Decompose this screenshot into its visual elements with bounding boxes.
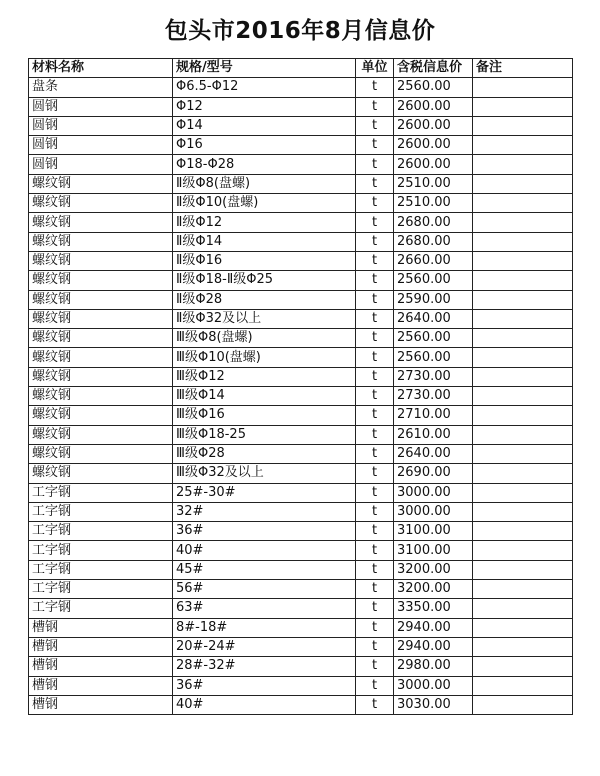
cell-material-name: 螺纹钢 <box>29 406 173 425</box>
cell-spec: Ⅱ级Φ16 <box>173 251 356 270</box>
cell-material-name: 工字钢 <box>29 522 173 541</box>
cell-price: 2980.00 <box>394 657 473 676</box>
cell-unit: t <box>356 676 394 695</box>
cell-material-name: 螺纹钢 <box>29 251 173 270</box>
cell-material-name: 螺纹钢 <box>29 329 173 348</box>
cell-price: 2690.00 <box>394 464 473 483</box>
table-row <box>29 522 573 541</box>
cell-material-name: 圆钢 <box>29 116 173 135</box>
cell-spec: Φ16 <box>173 136 356 155</box>
cell-note <box>473 560 573 579</box>
cell-spec: Ⅱ级Φ32及以上 <box>173 309 356 328</box>
cell-material-name: 螺纹钢 <box>29 271 173 290</box>
cell-price: 2940.00 <box>394 618 473 637</box>
cell-price: 2560.00 <box>394 271 473 290</box>
cell-spec: 36# <box>173 676 356 695</box>
cell-price: 2640.00 <box>394 444 473 463</box>
cell-note <box>473 695 573 714</box>
cell-material-name: 槽钢 <box>29 637 173 656</box>
cell-spec: Ⅲ级Φ16 <box>173 406 356 425</box>
cell-spec: 36# <box>173 522 356 541</box>
table-row <box>29 695 573 714</box>
table-row <box>29 657 573 676</box>
cell-spec: Φ14 <box>173 116 356 135</box>
cell-note <box>473 387 573 406</box>
table-row <box>29 425 573 444</box>
cell-price: 2640.00 <box>394 309 473 328</box>
cell-material-name: 螺纹钢 <box>29 213 173 232</box>
cell-unit: t <box>356 522 394 541</box>
cell-material-name: 圆钢 <box>29 136 173 155</box>
header-material-name: 材料名称 <box>29 59 173 78</box>
cell-spec: Ⅱ级Φ8(盘螺) <box>173 174 356 193</box>
cell-note <box>473 329 573 348</box>
cell-spec: Ⅲ级Φ18-25 <box>173 425 356 444</box>
cell-note <box>473 309 573 328</box>
price-table <box>28 58 573 715</box>
cell-unit: t <box>356 406 394 425</box>
cell-spec: Ⅲ级Φ32及以上 <box>173 464 356 483</box>
cell-price: 2510.00 <box>394 174 473 193</box>
cell-price: 2730.00 <box>394 367 473 386</box>
cell-unit: t <box>356 290 394 309</box>
cell-note <box>473 502 573 521</box>
cell-price: 2560.00 <box>394 78 473 97</box>
cell-material-name: 工字钢 <box>29 483 173 502</box>
cell-spec: Ⅲ级Φ10(盘螺) <box>173 348 356 367</box>
cell-price: 3030.00 <box>394 695 473 714</box>
cell-material-name: 工字钢 <box>29 502 173 521</box>
cell-spec: Φ6.5-Φ12 <box>173 78 356 97</box>
cell-material-name: 螺纹钢 <box>29 464 173 483</box>
cell-material-name: 螺纹钢 <box>29 367 173 386</box>
table-row <box>29 464 573 483</box>
table-row <box>29 136 573 155</box>
header-spec: 规格/型号 <box>173 59 356 78</box>
cell-price: 3200.00 <box>394 580 473 599</box>
table-row <box>29 232 573 251</box>
cell-material-name: 槽钢 <box>29 657 173 676</box>
cell-material-name: 螺纹钢 <box>29 174 173 193</box>
cell-unit: t <box>356 136 394 155</box>
table-row <box>29 271 573 290</box>
cell-unit: t <box>356 116 394 135</box>
cell-unit: t <box>356 78 394 97</box>
cell-unit: t <box>356 464 394 483</box>
cell-price: 2660.00 <box>394 251 473 270</box>
cell-unit: t <box>356 213 394 232</box>
cell-price: 3350.00 <box>394 599 473 618</box>
cell-material-name: 工字钢 <box>29 580 173 599</box>
cell-spec: 32# <box>173 502 356 521</box>
cell-unit: t <box>356 348 394 367</box>
cell-material-name: 螺纹钢 <box>29 425 173 444</box>
cell-unit: t <box>356 97 394 116</box>
cell-note <box>473 213 573 232</box>
cell-note <box>473 174 573 193</box>
cell-spec: Φ18-Φ28 <box>173 155 356 174</box>
cell-note <box>473 541 573 560</box>
cell-price: 2710.00 <box>394 406 473 425</box>
cell-material-name: 螺纹钢 <box>29 290 173 309</box>
table-row <box>29 348 573 367</box>
table-row <box>29 329 573 348</box>
table-row <box>29 618 573 637</box>
cell-unit: t <box>356 155 394 174</box>
cell-unit: t <box>356 618 394 637</box>
cell-material-name: 螺纹钢 <box>29 194 173 213</box>
table-row <box>29 174 573 193</box>
cell-spec: 63# <box>173 599 356 618</box>
header-price: 含税信息价 <box>394 59 473 78</box>
table-row <box>29 483 573 502</box>
cell-material-name: 工字钢 <box>29 541 173 560</box>
cell-spec: 45# <box>173 560 356 579</box>
cell-material-name: 槽钢 <box>29 695 173 714</box>
table-row <box>29 637 573 656</box>
cell-note <box>473 406 573 425</box>
cell-price: 3000.00 <box>394 676 473 695</box>
cell-price: 2600.00 <box>394 97 473 116</box>
table-row <box>29 387 573 406</box>
cell-unit: t <box>356 251 394 270</box>
cell-price: 2560.00 <box>394 329 473 348</box>
cell-unit: t <box>356 194 394 213</box>
cell-material-name: 圆钢 <box>29 155 173 174</box>
cell-price: 2600.00 <box>394 116 473 135</box>
cell-note <box>473 251 573 270</box>
cell-price: 2680.00 <box>394 232 473 251</box>
header-row <box>29 59 573 78</box>
cell-spec: Ⅲ级Φ8(盘螺) <box>173 329 356 348</box>
table-row <box>29 309 573 328</box>
cell-material-name: 螺纹钢 <box>29 232 173 251</box>
cell-spec: Ⅱ级Φ12 <box>173 213 356 232</box>
table-row <box>29 406 573 425</box>
cell-note <box>473 78 573 97</box>
cell-price: 2730.00 <box>394 387 473 406</box>
cell-material-name: 槽钢 <box>29 618 173 637</box>
cell-note <box>473 367 573 386</box>
cell-note <box>473 483 573 502</box>
cell-spec: Ⅲ级Φ12 <box>173 367 356 386</box>
cell-unit: t <box>356 367 394 386</box>
cell-spec: 8#-18# <box>173 618 356 637</box>
cell-unit: t <box>356 387 394 406</box>
cell-price: 2600.00 <box>394 155 473 174</box>
table-row <box>29 97 573 116</box>
cell-material-name: 槽钢 <box>29 676 173 695</box>
cell-price: 3100.00 <box>394 522 473 541</box>
cell-price: 3200.00 <box>394 560 473 579</box>
cell-note <box>473 290 573 309</box>
cell-note <box>473 464 573 483</box>
cell-unit: t <box>356 444 394 463</box>
table-row <box>29 116 573 135</box>
cell-note <box>473 618 573 637</box>
table-row <box>29 580 573 599</box>
cell-spec: 25#-30# <box>173 483 356 502</box>
cell-unit: t <box>356 580 394 599</box>
cell-unit: t <box>356 329 394 348</box>
cell-spec: 28#-32# <box>173 657 356 676</box>
table-row <box>29 560 573 579</box>
table-row <box>29 676 573 695</box>
cell-material-name: 工字钢 <box>29 560 173 579</box>
cell-note <box>473 194 573 213</box>
cell-unit: t <box>356 541 394 560</box>
cell-spec: 20#-24# <box>173 637 356 656</box>
table-row <box>29 599 573 618</box>
cell-unit: t <box>356 483 394 502</box>
cell-price: 3000.00 <box>394 483 473 502</box>
cell-spec: 40# <box>173 695 356 714</box>
cell-spec: 40# <box>173 541 356 560</box>
cell-material-name: 螺纹钢 <box>29 348 173 367</box>
cell-note <box>473 136 573 155</box>
cell-spec: 56# <box>173 580 356 599</box>
cell-material-name: 螺纹钢 <box>29 444 173 463</box>
cell-note <box>473 155 573 174</box>
cell-price: 2680.00 <box>394 213 473 232</box>
cell-note <box>473 348 573 367</box>
cell-note <box>473 116 573 135</box>
cell-unit: t <box>356 309 394 328</box>
table-row <box>29 541 573 560</box>
cell-unit: t <box>356 271 394 290</box>
cell-spec: Ⅲ级Φ28 <box>173 444 356 463</box>
cell-unit: t <box>356 695 394 714</box>
cell-note <box>473 444 573 463</box>
table-row <box>29 502 573 521</box>
cell-note <box>473 580 573 599</box>
table-row <box>29 155 573 174</box>
cell-price: 3000.00 <box>394 502 473 521</box>
cell-price: 2560.00 <box>394 348 473 367</box>
cell-material-name: 盘条 <box>29 78 173 97</box>
cell-unit: t <box>356 637 394 656</box>
cell-price: 2610.00 <box>394 425 473 444</box>
cell-unit: t <box>356 425 394 444</box>
cell-spec: Ⅱ级Φ10(盘螺) <box>173 194 356 213</box>
page-title: 包头市2016年8月信息价 <box>164 18 436 44</box>
cell-unit: t <box>356 174 394 193</box>
cell-unit: t <box>356 599 394 618</box>
cell-note <box>473 97 573 116</box>
table-row <box>29 367 573 386</box>
cell-price: 2590.00 <box>394 290 473 309</box>
table-row <box>29 213 573 232</box>
cell-unit: t <box>356 657 394 676</box>
header-unit: 单位 <box>356 59 394 78</box>
table-row <box>29 78 573 97</box>
cell-material-name: 螺纹钢 <box>29 309 173 328</box>
cell-unit: t <box>356 232 394 251</box>
cell-note <box>473 232 573 251</box>
cell-note <box>473 599 573 618</box>
cell-spec: Ⅱ级Φ28 <box>173 290 356 309</box>
cell-note <box>473 637 573 656</box>
cell-price: 3100.00 <box>394 541 473 560</box>
cell-note <box>473 522 573 541</box>
cell-material-name: 螺纹钢 <box>29 387 173 406</box>
cell-spec: Φ12 <box>173 97 356 116</box>
cell-price: 2940.00 <box>394 637 473 656</box>
cell-spec: Ⅲ级Φ14 <box>173 387 356 406</box>
cell-note <box>473 657 573 676</box>
cell-note <box>473 676 573 695</box>
cell-price: 2510.00 <box>394 194 473 213</box>
cell-price: 2600.00 <box>394 136 473 155</box>
cell-spec: Ⅱ级Φ14 <box>173 232 356 251</box>
header-note: 备注 <box>473 59 573 78</box>
cell-unit: t <box>356 560 394 579</box>
cell-material-name: 圆钢 <box>29 97 173 116</box>
cell-unit: t <box>356 502 394 521</box>
cell-material-name: 工字钢 <box>29 599 173 618</box>
cell-note <box>473 425 573 444</box>
table-row <box>29 194 573 213</box>
cell-spec: Ⅱ级Φ18-Ⅱ级Φ25 <box>173 271 356 290</box>
table-row <box>29 251 573 270</box>
table-row <box>29 290 573 309</box>
table-row <box>29 444 573 463</box>
cell-note <box>473 271 573 290</box>
